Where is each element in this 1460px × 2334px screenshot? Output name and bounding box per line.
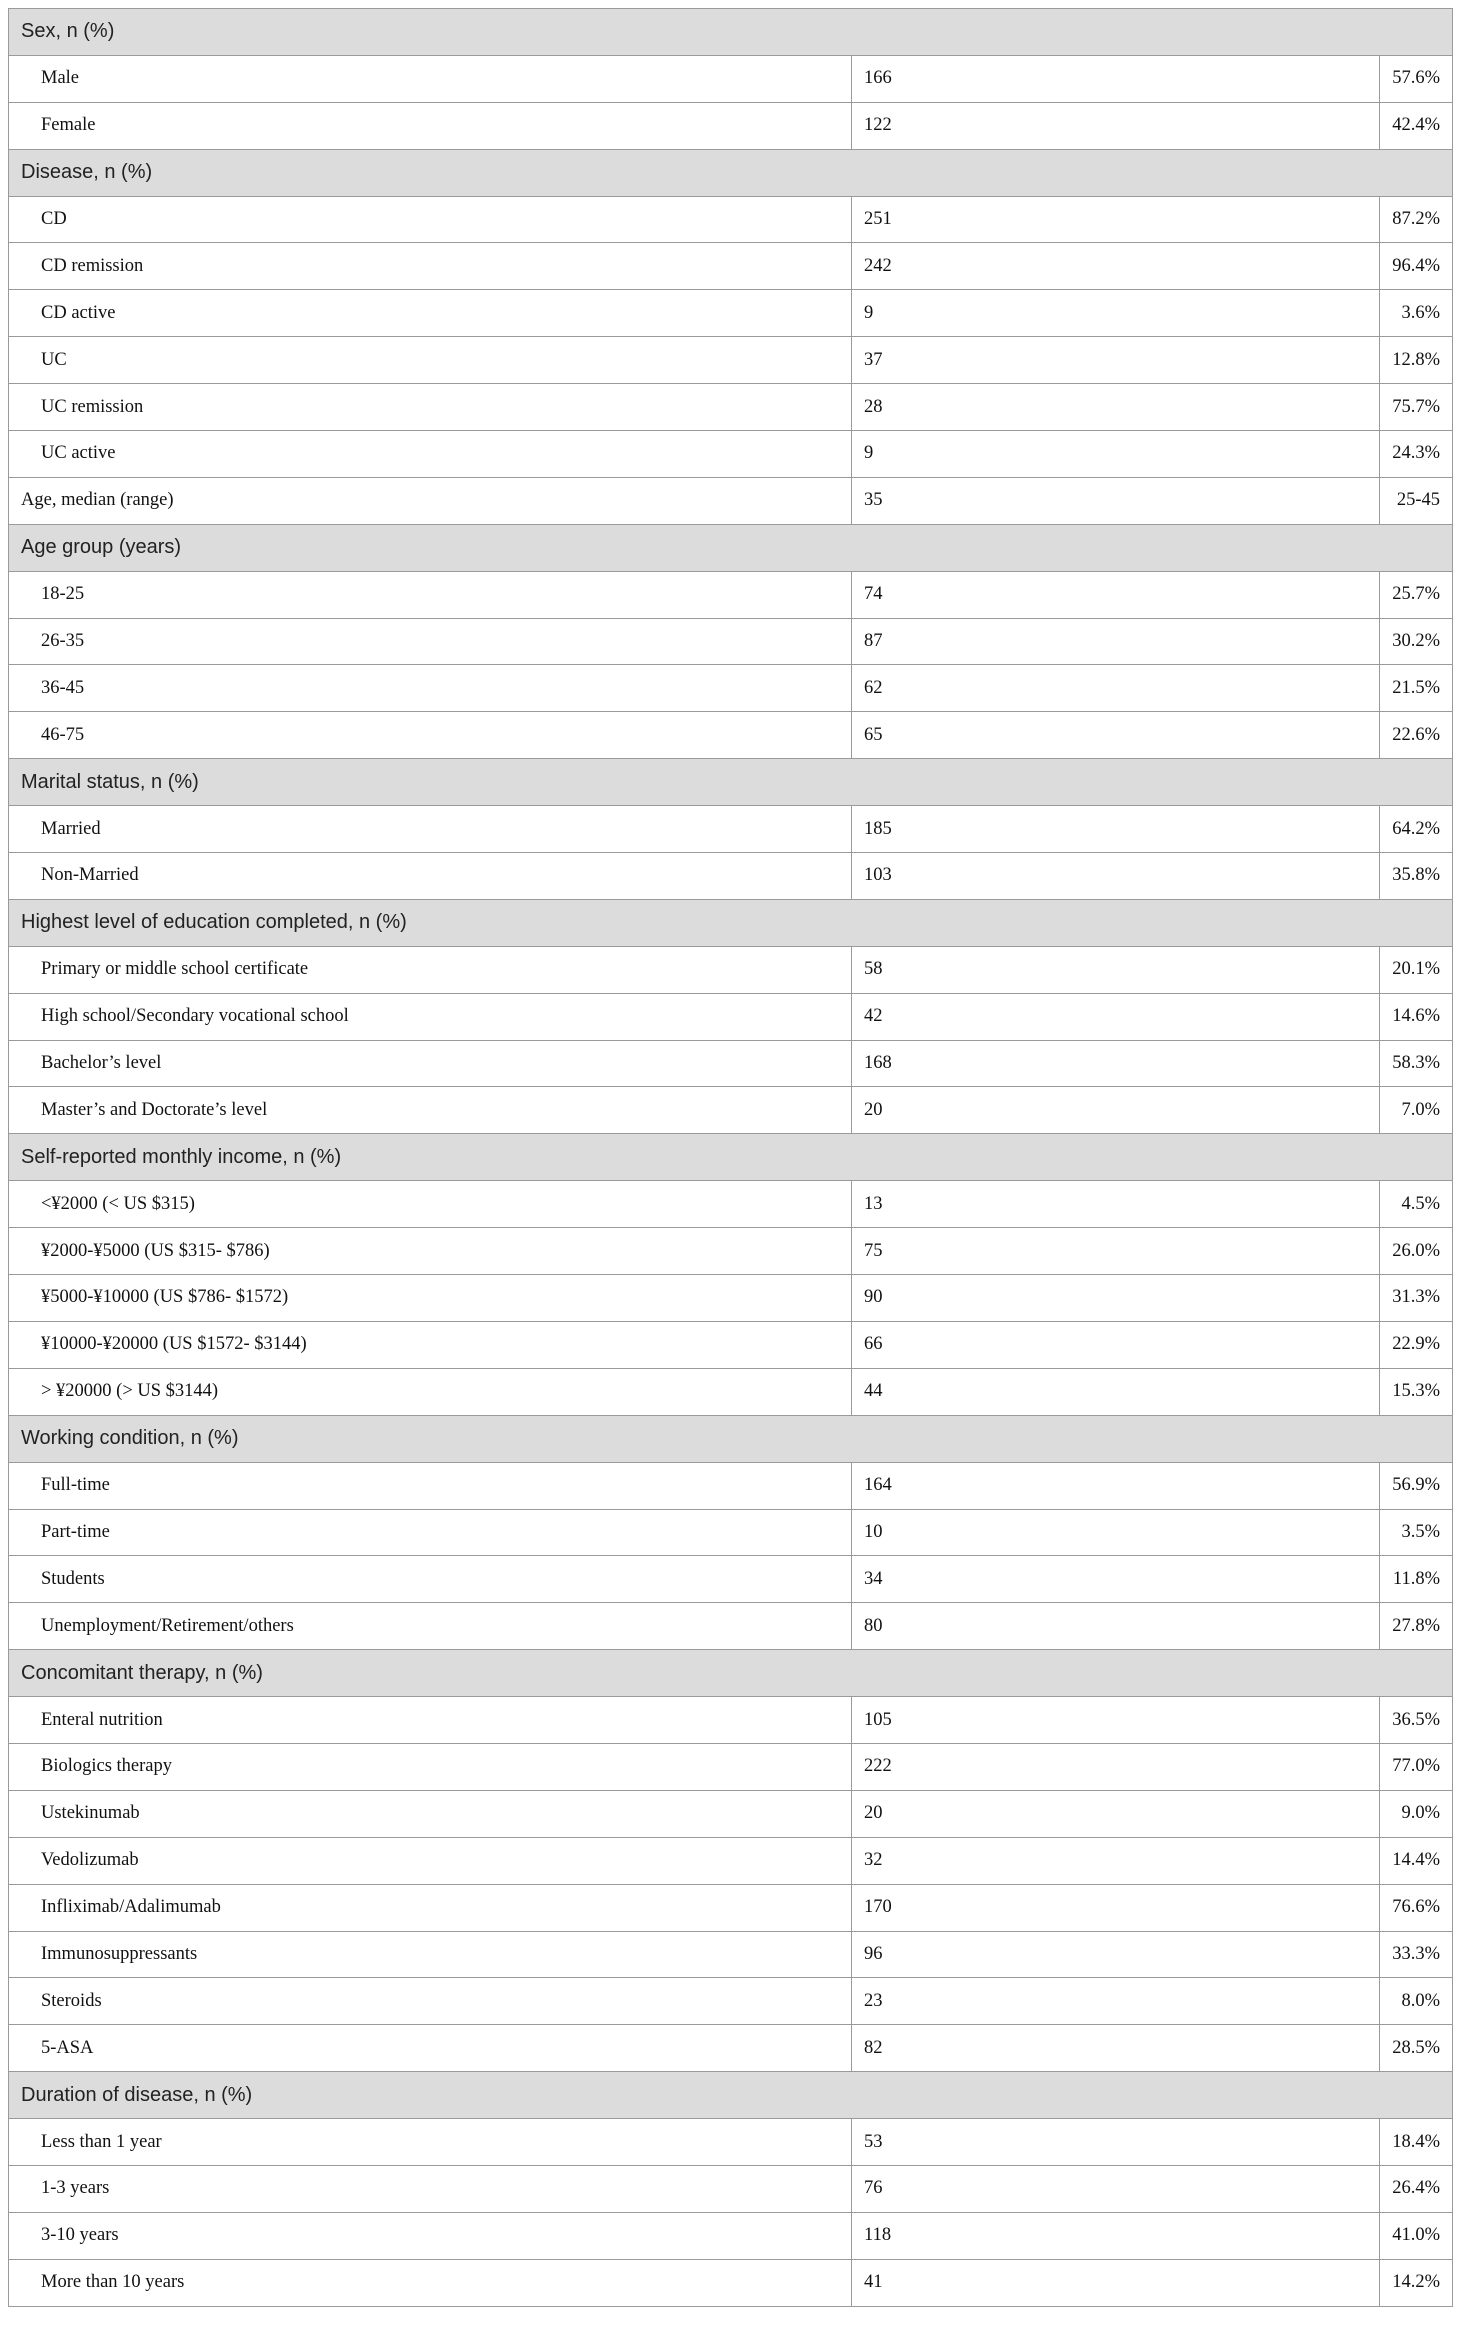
- section-title: Self-reported monthly income, n (%): [9, 1134, 1453, 1181]
- row-count: 10: [852, 1509, 1380, 1556]
- table-row: [9, 993, 1453, 1040]
- row-count: 242: [852, 243, 1380, 290]
- row-percent: 30.2%: [1380, 618, 1453, 665]
- row-count: 44: [852, 1368, 1380, 1415]
- row-percent: 15.3%: [1380, 1368, 1453, 1415]
- row-percent: 96.4%: [1380, 243, 1453, 290]
- row-label: Biologics therapy: [9, 1743, 852, 1790]
- table-row: [9, 1462, 1453, 1509]
- row-count: 122: [852, 102, 1380, 149]
- row-label: 46-75: [9, 712, 852, 759]
- row-percent: 36.5%: [1380, 1697, 1453, 1744]
- row-count: 76: [852, 2165, 1380, 2212]
- section-header-row: [9, 149, 1453, 196]
- section-header-row: [9, 9, 1453, 56]
- row-percent: 22.6%: [1380, 712, 1453, 759]
- row-label: Ustekinumab: [9, 1790, 852, 1837]
- table-row: [9, 477, 1453, 524]
- row-label: Non-Married: [9, 853, 852, 900]
- row-count: 13: [852, 1181, 1380, 1228]
- row-label: Full-time: [9, 1462, 852, 1509]
- row-count: 222: [852, 1743, 1380, 1790]
- table-row: [9, 1228, 1453, 1275]
- row-label: UC active: [9, 431, 852, 478]
- table-row: [9, 1743, 1453, 1790]
- row-percent: 76.6%: [1380, 1884, 1453, 1931]
- row-label: Married: [9, 806, 852, 853]
- row-count: 23: [852, 1978, 1380, 2025]
- row-percent: 8.0%: [1380, 1978, 1453, 2025]
- row-percent: 22.9%: [1380, 1321, 1453, 1368]
- section-title: Sex, n (%): [9, 9, 1453, 56]
- row-count: 251: [852, 196, 1380, 243]
- table-row: [9, 1509, 1453, 1556]
- table-row: [9, 571, 1453, 618]
- table-row: [9, 1087, 1453, 1134]
- row-count: 65: [852, 712, 1380, 759]
- row-count: 185: [852, 806, 1380, 853]
- section-title: Disease, n (%): [9, 149, 1453, 196]
- row-label: Infliximab/Adalimumab: [9, 1884, 852, 1931]
- table-body: [9, 9, 1453, 2307]
- row-label: ¥2000-¥5000 (US $315- $786): [9, 1228, 852, 1275]
- row-percent: 77.0%: [1380, 1743, 1453, 1790]
- row-percent: 33.3%: [1380, 1931, 1453, 1978]
- row-label: > ¥20000 (> US $3144): [9, 1368, 852, 1415]
- row-count: 105: [852, 1697, 1380, 1744]
- row-count: 118: [852, 2212, 1380, 2259]
- row-label: Vedolizumab: [9, 1837, 852, 1884]
- row-label: 26-35: [9, 618, 852, 665]
- row-count: 41: [852, 2259, 1380, 2306]
- row-percent: 20.1%: [1380, 946, 1453, 993]
- table-row: [9, 1040, 1453, 1087]
- row-count: 20: [852, 1087, 1380, 1134]
- row-percent: 26.0%: [1380, 1228, 1453, 1275]
- row-label: Less than 1 year: [9, 2119, 852, 2166]
- row-percent: 21.5%: [1380, 665, 1453, 712]
- table-row: [9, 712, 1453, 759]
- table-row: [9, 2025, 1453, 2072]
- row-percent: 64.2%: [1380, 806, 1453, 853]
- row-label: Students: [9, 1556, 852, 1603]
- table-row: [9, 290, 1453, 337]
- row-count: 34: [852, 1556, 1380, 1603]
- row-count: 58: [852, 946, 1380, 993]
- row-percent: 14.4%: [1380, 1837, 1453, 1884]
- table-row: [9, 1321, 1453, 1368]
- row-percent: 3.5%: [1380, 1509, 1453, 1556]
- row-percent: 11.8%: [1380, 1556, 1453, 1603]
- section-header-row: [9, 759, 1453, 806]
- row-percent: 57.6%: [1380, 55, 1453, 102]
- table-row: [9, 1368, 1453, 1415]
- row-count: 103: [852, 853, 1380, 900]
- table-row: [9, 196, 1453, 243]
- row-label: CD: [9, 196, 852, 243]
- row-label: CD remission: [9, 243, 852, 290]
- row-count: 37: [852, 337, 1380, 384]
- row-percent: 26.4%: [1380, 2165, 1453, 2212]
- table-row: [9, 337, 1453, 384]
- row-count: 96: [852, 1931, 1380, 1978]
- row-percent: 25.7%: [1380, 571, 1453, 618]
- row-percent: 9.0%: [1380, 1790, 1453, 1837]
- row-label: Immunosuppressants: [9, 1931, 852, 1978]
- section-header-row: [9, 1650, 1453, 1697]
- table-row: [9, 1978, 1453, 2025]
- row-label: Unemployment/Retirement/others: [9, 1603, 852, 1650]
- section-header-row: [9, 1415, 1453, 1462]
- row-count: 66: [852, 1321, 1380, 1368]
- row-percent: 42.4%: [1380, 102, 1453, 149]
- table-row: [9, 1931, 1453, 1978]
- row-label: ¥5000-¥10000 (US $786- $1572): [9, 1275, 852, 1322]
- table-row: [9, 1556, 1453, 1603]
- row-count: 9: [852, 290, 1380, 337]
- section-title: Concomitant therapy, n (%): [9, 1650, 1453, 1697]
- row-percent: 35.8%: [1380, 853, 1453, 900]
- row-count: 42: [852, 993, 1380, 1040]
- table-row: [9, 2165, 1453, 2212]
- row-label: Master’s and Doctorate’s level: [9, 1087, 852, 1134]
- table-row: [9, 102, 1453, 149]
- row-percent: 24.3%: [1380, 431, 1453, 478]
- row-percent: 27.8%: [1380, 1603, 1453, 1650]
- row-count: 53: [852, 2119, 1380, 2166]
- section-title: Age group (years): [9, 524, 1453, 571]
- section-header-row: [9, 899, 1453, 946]
- row-label: 3-10 years: [9, 2212, 852, 2259]
- table-row: [9, 243, 1453, 290]
- row-count: 80: [852, 1603, 1380, 1650]
- row-count: 164: [852, 1462, 1380, 1509]
- row-label: Part-time: [9, 1509, 852, 1556]
- row-count: 32: [852, 1837, 1380, 1884]
- row-label: Primary or middle school certificate: [9, 946, 852, 993]
- row-label: Age, median (range): [9, 477, 852, 524]
- row-percent: 18.4%: [1380, 2119, 1453, 2166]
- row-count: 35: [852, 477, 1380, 524]
- row-label: <¥2000 (< US $315): [9, 1181, 852, 1228]
- row-label: 1-3 years: [9, 2165, 852, 2212]
- row-count: 28: [852, 384, 1380, 431]
- row-label: Female: [9, 102, 852, 149]
- row-count: 82: [852, 2025, 1380, 2072]
- section-header-row: [9, 1134, 1453, 1181]
- row-percent: 3.6%: [1380, 290, 1453, 337]
- row-percent: 4.5%: [1380, 1181, 1453, 1228]
- row-label: High school/Secondary vocational school: [9, 993, 852, 1040]
- section-header-row: [9, 2072, 1453, 2119]
- row-percent: 87.2%: [1380, 196, 1453, 243]
- row-label: ¥10000-¥20000 (US $1572- $3144): [9, 1321, 852, 1368]
- table-row: [9, 853, 1453, 900]
- row-percent: 75.7%: [1380, 384, 1453, 431]
- row-label: More than 10 years: [9, 2259, 852, 2306]
- table-row: [9, 384, 1453, 431]
- table-row: [9, 2119, 1453, 2166]
- row-percent: 14.6%: [1380, 993, 1453, 1040]
- row-percent: 41.0%: [1380, 2212, 1453, 2259]
- row-label: 36-45: [9, 665, 852, 712]
- table-row: [9, 1603, 1453, 1650]
- section-title: Duration of disease, n (%): [9, 2072, 1453, 2119]
- row-count: 62: [852, 665, 1380, 712]
- table-row: [9, 1275, 1453, 1322]
- row-percent: 58.3%: [1380, 1040, 1453, 1087]
- table-row: [9, 1790, 1453, 1837]
- table-row: [9, 431, 1453, 478]
- table-row: [9, 806, 1453, 853]
- row-count: 9: [852, 431, 1380, 478]
- row-percent: 56.9%: [1380, 1462, 1453, 1509]
- table-row: [9, 1181, 1453, 1228]
- row-count: 87: [852, 618, 1380, 665]
- row-label: UC: [9, 337, 852, 384]
- characteristics-table-wrapper: [8, 8, 1452, 2307]
- section-title: Working condition, n (%): [9, 1415, 1453, 1462]
- section-title: Highest level of education completed, n (%): [9, 899, 1453, 946]
- row-count: 168: [852, 1040, 1380, 1087]
- row-label: 18-25: [9, 571, 852, 618]
- row-count: 170: [852, 1884, 1380, 1931]
- row-count: 166: [852, 55, 1380, 102]
- table-row: [9, 2212, 1453, 2259]
- row-count: 75: [852, 1228, 1380, 1275]
- row-label: Male: [9, 55, 852, 102]
- row-percent: 12.8%: [1380, 337, 1453, 384]
- table-row: [9, 618, 1453, 665]
- row-percent: 7.0%: [1380, 1087, 1453, 1134]
- row-label: CD active: [9, 290, 852, 337]
- row-count: 20: [852, 1790, 1380, 1837]
- table-row: [9, 55, 1453, 102]
- row-label: Steroids: [9, 1978, 852, 2025]
- row-count: 90: [852, 1275, 1380, 1322]
- table-row: [9, 1697, 1453, 1744]
- row-label: Bachelor’s level: [9, 1040, 852, 1087]
- table-row: [9, 665, 1453, 712]
- row-percent: 25-45: [1380, 477, 1453, 524]
- table-row: [9, 2259, 1453, 2306]
- row-percent: 28.5%: [1380, 2025, 1453, 2072]
- row-percent: 14.2%: [1380, 2259, 1453, 2306]
- row-percent: 31.3%: [1380, 1275, 1453, 1322]
- section-title: Marital status, n (%): [9, 759, 1453, 806]
- table-row: [9, 1884, 1453, 1931]
- table-row: [9, 1837, 1453, 1884]
- row-label: 5-ASA: [9, 2025, 852, 2072]
- section-header-row: [9, 524, 1453, 571]
- table-row: [9, 946, 1453, 993]
- row-count: 74: [852, 571, 1380, 618]
- row-label: Enteral nutrition: [9, 1697, 852, 1744]
- row-label: UC remission: [9, 384, 852, 431]
- characteristics-table: [8, 8, 1453, 2307]
